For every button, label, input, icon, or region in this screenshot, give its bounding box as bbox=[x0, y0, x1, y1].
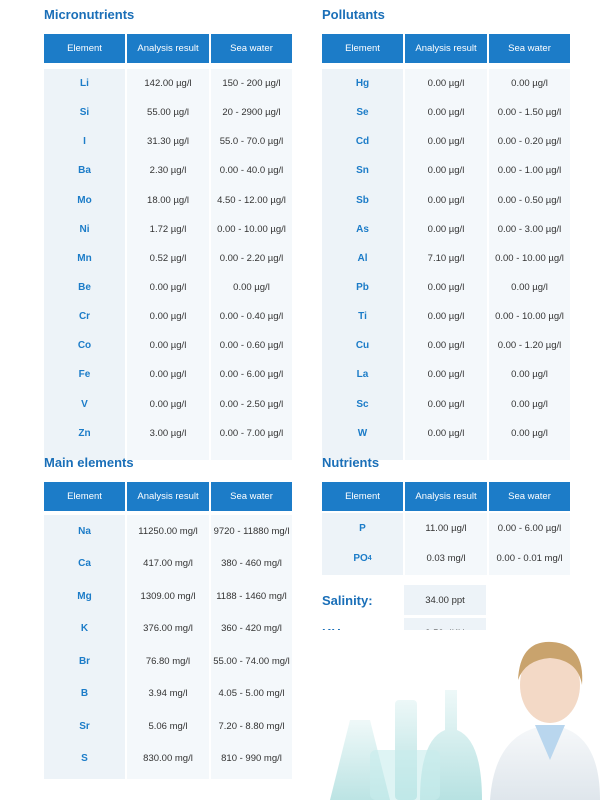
sea-water-cell bbox=[211, 215, 292, 244]
element-text: V bbox=[81, 398, 88, 410]
element-text: Sr bbox=[79, 720, 90, 732]
sea-text: 0.00 - 6.00 µg/l bbox=[497, 522, 562, 534]
result-text: 1.72 µg/l bbox=[149, 223, 187, 235]
micronutrients-section bbox=[44, 6, 292, 466]
analysis-result-cell bbox=[405, 302, 487, 331]
lab-scientist-illustration bbox=[310, 630, 600, 800]
salinity-value: 34.00 ppt bbox=[404, 585, 486, 615]
element-cell bbox=[322, 543, 403, 573]
nutrients-section bbox=[322, 454, 570, 575]
sea-water-cell bbox=[211, 331, 292, 360]
header-sea-water: Sea water bbox=[489, 482, 570, 511]
sea-water-cell bbox=[211, 580, 292, 613]
element-text: Sc bbox=[356, 398, 369, 410]
sea-text: 1188 - 1460 mg/l bbox=[216, 590, 287, 602]
analysis-result-cell bbox=[127, 127, 209, 156]
result-text: 0.00 µg/l bbox=[427, 398, 465, 410]
element-cell bbox=[322, 331, 403, 360]
sea-water-cell bbox=[211, 360, 292, 389]
sea-water-cell bbox=[489, 69, 570, 98]
analysis-result-cell bbox=[127, 515, 209, 548]
header-analysis-result: Analysis result bbox=[127, 482, 209, 511]
sea-water-cell bbox=[211, 710, 292, 743]
analysis-result-cell bbox=[127, 390, 209, 419]
sea-text: 0.00 - 40.0 µg/l bbox=[219, 165, 284, 177]
sea-text: 0.00 - 3.00 µg/l bbox=[497, 223, 562, 235]
element-cell bbox=[44, 613, 125, 646]
element-cell bbox=[44, 273, 125, 302]
element-cell bbox=[322, 302, 403, 331]
analysis-result-cell bbox=[405, 156, 487, 185]
analysis-result-cell bbox=[405, 273, 487, 302]
element-cell bbox=[322, 215, 403, 244]
sea-water-cell bbox=[489, 127, 570, 156]
header-element: Element bbox=[322, 34, 403, 63]
element-text: Li bbox=[80, 78, 89, 90]
analysis-result-cell bbox=[405, 390, 487, 419]
result-text: 0.00 µg/l bbox=[149, 340, 187, 352]
result-text: 18.00 µg/l bbox=[147, 194, 189, 206]
header-element: Element bbox=[44, 482, 125, 511]
element-cell bbox=[44, 244, 125, 273]
element-cell bbox=[322, 186, 403, 215]
sea-text: 9720 - 11880 mg/l bbox=[213, 525, 290, 537]
element-text: Sb bbox=[356, 194, 369, 206]
result-text: 0.00 µg/l bbox=[427, 136, 465, 148]
table-body bbox=[44, 511, 292, 779]
result-text: 11.00 µg/l bbox=[425, 522, 467, 534]
analysis-result-cell bbox=[127, 156, 209, 185]
sea-text: 0.00 - 10.00 µg/l bbox=[495, 311, 564, 323]
sea-water-cell bbox=[489, 513, 570, 543]
result-text: 11250.00 mg/l bbox=[138, 525, 198, 537]
salinity-label: Salinity: bbox=[322, 592, 373, 608]
sea-text: 150 - 200 µg/l bbox=[222, 78, 281, 90]
analysis-result-cell bbox=[127, 710, 209, 743]
element-cell bbox=[44, 331, 125, 360]
analysis-result-cell bbox=[127, 244, 209, 273]
sea-text: 0.00 - 0.50 µg/l bbox=[497, 194, 562, 206]
element-cell bbox=[44, 743, 125, 776]
sea-water-cell bbox=[211, 156, 292, 185]
sea-water-cell bbox=[489, 215, 570, 244]
element-cell bbox=[322, 513, 403, 543]
result-text: 3.00 µg/l bbox=[149, 427, 187, 439]
sea-text: 0.00 - 7.00 µg/l bbox=[219, 427, 284, 439]
sea-text: 55.0 - 70.0 µg/l bbox=[219, 136, 284, 148]
sea-text: 0.00 - 2.20 µg/l bbox=[219, 252, 284, 264]
element-subscript: 4 bbox=[367, 554, 372, 562]
analysis-result-cell bbox=[127, 580, 209, 613]
result-text: 0.00 µg/l bbox=[427, 427, 465, 439]
element-cell bbox=[322, 360, 403, 389]
header-analysis-result: Analysis result bbox=[127, 34, 209, 63]
result-text: 0.00 µg/l bbox=[149, 398, 187, 410]
element-text: Fe bbox=[78, 369, 91, 381]
sea-text: 0.00 µg/l bbox=[233, 282, 270, 294]
result-text: 5.06 mg/l bbox=[148, 720, 188, 732]
result-text: 0.00 µg/l bbox=[427, 223, 465, 235]
element-text: Sn bbox=[356, 165, 369, 177]
sea-water-cell bbox=[211, 186, 292, 215]
sea-text: 0.00 - 0.60 µg/l bbox=[219, 340, 284, 352]
element-text: Mg bbox=[77, 590, 92, 602]
sea-water-cell bbox=[489, 360, 570, 389]
result-text: 0.52 µg/l bbox=[149, 252, 187, 264]
element-cell bbox=[44, 645, 125, 678]
analysis-result-cell bbox=[405, 127, 487, 156]
element-text: Ti bbox=[358, 311, 367, 323]
sea-water-cell bbox=[489, 156, 570, 185]
sea-water-cell bbox=[489, 244, 570, 273]
element-text: Si bbox=[79, 107, 90, 119]
result-text: 142.00 µg/l bbox=[144, 78, 192, 90]
result-text: 55.00 µg/l bbox=[147, 107, 189, 119]
element-text: Co bbox=[77, 340, 92, 352]
analysis-result-cell bbox=[127, 69, 209, 98]
sea-water-column bbox=[211, 69, 292, 460]
sea-water-cell bbox=[211, 98, 292, 127]
header-sea-water: Sea water bbox=[211, 482, 292, 511]
analysis-result-cell bbox=[127, 360, 209, 389]
nutrients-title: Nutrients bbox=[322, 455, 380, 470]
analysis-result-cell bbox=[405, 98, 487, 127]
result-text: 0.00 µg/l bbox=[427, 165, 465, 177]
analysis-result-cell bbox=[405, 215, 487, 244]
sea-text: 0.00 - 10.00 µg/l bbox=[217, 223, 286, 235]
analysis-result-column bbox=[127, 69, 209, 460]
header-analysis-result: Analysis result bbox=[405, 482, 487, 511]
element-text: W bbox=[357, 427, 368, 439]
result-text: 7.10 µg/l bbox=[427, 252, 465, 264]
element-text: Al bbox=[357, 252, 368, 264]
analysis-result-cell bbox=[405, 419, 487, 448]
result-text: 0.00 µg/l bbox=[427, 340, 465, 352]
analysis-result-cell bbox=[127, 419, 209, 448]
sea-water-cell bbox=[489, 273, 570, 302]
sea-water-cell bbox=[211, 273, 292, 302]
salinity-row bbox=[322, 585, 486, 615]
result-text: 76.80 mg/l bbox=[145, 655, 191, 667]
analysis-result-cell bbox=[127, 186, 209, 215]
element-cell bbox=[44, 580, 125, 613]
element-cell bbox=[322, 98, 403, 127]
sea-water-cell bbox=[489, 419, 570, 448]
analysis-result-cell bbox=[127, 613, 209, 646]
element-cell bbox=[322, 419, 403, 448]
element-text: Ba bbox=[78, 165, 91, 177]
element-text: S bbox=[81, 753, 88, 765]
analysis-result-column bbox=[405, 513, 487, 575]
sea-water-cell bbox=[211, 302, 292, 331]
table-header bbox=[322, 34, 570, 63]
element-cell bbox=[44, 186, 125, 215]
element-cell bbox=[44, 156, 125, 185]
element-text: Cu bbox=[355, 340, 370, 352]
pollutants-section bbox=[322, 6, 570, 466]
table-body bbox=[44, 63, 292, 466]
sea-water-cell bbox=[489, 390, 570, 419]
element-text: K bbox=[80, 623, 89, 635]
element-cell bbox=[44, 127, 125, 156]
sea-water-cell bbox=[211, 678, 292, 711]
element-column bbox=[44, 69, 125, 460]
sea-water-column bbox=[489, 513, 570, 575]
table-body bbox=[322, 63, 570, 466]
header-analysis-result: Analysis result bbox=[405, 34, 487, 63]
element-cell bbox=[44, 515, 125, 548]
element-cell bbox=[44, 69, 125, 98]
element-text: As bbox=[356, 223, 369, 235]
sea-water-cell bbox=[489, 98, 570, 127]
element-column bbox=[322, 69, 403, 460]
analysis-result-cell bbox=[127, 548, 209, 581]
table-header bbox=[322, 482, 570, 511]
main-elements-section bbox=[44, 454, 292, 779]
analysis-result-cell bbox=[405, 69, 487, 98]
element-text: I bbox=[83, 136, 86, 148]
sea-water-cell bbox=[211, 515, 292, 548]
sea-text: 0.00 - 6.00 µg/l bbox=[219, 369, 284, 381]
element-cell bbox=[322, 273, 403, 302]
element-text: PO bbox=[353, 552, 368, 564]
result-text: 0.00 µg/l bbox=[149, 369, 187, 381]
sea-water-cell bbox=[211, 127, 292, 156]
result-text: 0.03 mg/l bbox=[426, 552, 466, 564]
element-column bbox=[322, 513, 403, 575]
element-text: Be bbox=[78, 282, 91, 294]
sea-water-cell bbox=[211, 390, 292, 419]
header-element: Element bbox=[44, 34, 125, 63]
element-cell bbox=[44, 548, 125, 581]
result-text: 1309.00 mg/l bbox=[140, 590, 196, 602]
analysis-result-cell bbox=[405, 331, 487, 360]
sea-water-column bbox=[489, 69, 570, 460]
element-text: Ni bbox=[79, 223, 90, 235]
sea-text: 0.00 - 1.00 µg/l bbox=[497, 165, 562, 177]
sea-water-cell bbox=[489, 186, 570, 215]
element-text: Br bbox=[78, 655, 91, 667]
result-text: 830.00 mg/l bbox=[143, 753, 193, 765]
analysis-result-cell bbox=[127, 98, 209, 127]
result-text: 0.00 µg/l bbox=[149, 282, 187, 294]
analysis-result-cell bbox=[405, 186, 487, 215]
sea-text: 0.00 µg/l bbox=[511, 369, 548, 381]
analysis-result-cell bbox=[127, 331, 209, 360]
lab-glassware-image bbox=[310, 630, 600, 800]
pollutants-title: Pollutants bbox=[322, 7, 385, 22]
element-cell bbox=[44, 678, 125, 711]
result-text: 0.00 µg/l bbox=[427, 282, 465, 294]
sea-text: 380 - 460 mg/l bbox=[221, 558, 282, 570]
result-text: 31.30 µg/l bbox=[147, 136, 189, 148]
analysis-result-cell bbox=[127, 743, 209, 776]
element-text: Mn bbox=[77, 252, 92, 264]
element-cell bbox=[44, 215, 125, 244]
sea-water-cell bbox=[489, 543, 570, 573]
sea-text: 7.20 - 8.80 mg/l bbox=[218, 720, 285, 732]
result-text: 0.00 µg/l bbox=[427, 78, 465, 90]
sea-text: 0.00 µg/l bbox=[511, 427, 548, 439]
sea-text: 0.00 µg/l bbox=[511, 78, 548, 90]
result-text: 0.00 µg/l bbox=[427, 369, 465, 381]
element-text: Cr bbox=[78, 311, 91, 323]
sea-water-cell bbox=[211, 548, 292, 581]
sea-water-cell bbox=[211, 419, 292, 448]
element-cell bbox=[44, 710, 125, 743]
sea-text: 0.00 µg/l bbox=[511, 282, 548, 294]
header-sea-water: Sea water bbox=[489, 34, 570, 63]
sea-text: 0.00 µg/l bbox=[511, 398, 548, 410]
analysis-result-cell bbox=[405, 513, 487, 543]
main-elements-title: Main elements bbox=[44, 455, 134, 470]
analysis-result-cell bbox=[405, 244, 487, 273]
sea-text: 360 - 420 mg/l bbox=[221, 623, 282, 635]
sea-text: 55.00 - 74.00 mg/l bbox=[213, 655, 290, 667]
element-cell bbox=[44, 390, 125, 419]
sea-water-column bbox=[211, 515, 292, 779]
element-cell bbox=[322, 69, 403, 98]
element-text: P bbox=[359, 522, 366, 534]
sea-text: 4.05 - 5.00 mg/l bbox=[218, 688, 285, 700]
result-text: 0.00 µg/l bbox=[427, 107, 465, 119]
analysis-result-cell bbox=[127, 678, 209, 711]
element-cell bbox=[322, 127, 403, 156]
sea-water-cell bbox=[211, 244, 292, 273]
element-text: B bbox=[80, 688, 89, 700]
element-cell bbox=[322, 390, 403, 419]
analysis-result-cell bbox=[127, 215, 209, 244]
result-text: 417.00 mg/l bbox=[143, 558, 193, 570]
sea-water-cell bbox=[211, 613, 292, 646]
sea-water-cell bbox=[211, 69, 292, 98]
analysis-result-cell bbox=[405, 543, 487, 573]
header-element: Element bbox=[322, 482, 403, 511]
sea-water-cell bbox=[489, 331, 570, 360]
result-text: 3.94 mg/l bbox=[148, 688, 188, 700]
element-text: Ca bbox=[78, 558, 91, 570]
element-text: Pb bbox=[356, 282, 369, 294]
element-cell bbox=[322, 244, 403, 273]
sea-text: 0.00 - 10.00 µg/l bbox=[495, 252, 564, 264]
sea-water-cell bbox=[211, 645, 292, 678]
element-text: Zn bbox=[78, 427, 91, 439]
sea-text: 20 - 2900 µg/l bbox=[222, 107, 281, 119]
element-text: Cd bbox=[355, 136, 370, 148]
sea-text: 0.00 - 1.50 µg/l bbox=[497, 107, 562, 119]
sea-text: 4.50 - 12.00 µg/l bbox=[217, 194, 286, 206]
result-text: 376.00 mg/l bbox=[143, 623, 193, 635]
element-cell bbox=[44, 419, 125, 448]
analysis-result-cell bbox=[127, 273, 209, 302]
micronutrients-title: Micronutrients bbox=[44, 7, 135, 22]
table-header bbox=[44, 482, 292, 511]
sea-text: 810 - 990 mg/l bbox=[221, 753, 282, 765]
analysis-result-column bbox=[405, 69, 487, 460]
element-cell bbox=[44, 98, 125, 127]
element-cell bbox=[44, 302, 125, 331]
element-text: Hg bbox=[355, 78, 370, 90]
sea-water-cell bbox=[489, 302, 570, 331]
element-text: La bbox=[356, 369, 369, 381]
element-column bbox=[44, 515, 125, 779]
sea-text: 0.00 - 2.50 µg/l bbox=[219, 398, 284, 410]
element-text: Mo bbox=[77, 194, 92, 206]
element-text: Se bbox=[356, 107, 369, 119]
sea-text: 0.00 - 0.20 µg/l bbox=[497, 136, 562, 148]
element-cell bbox=[44, 360, 125, 389]
table-header bbox=[44, 34, 292, 63]
sea-text: 0.00 - 0.01 mg/l bbox=[496, 552, 563, 564]
result-text: 0.00 µg/l bbox=[427, 194, 465, 206]
result-text: 0.00 µg/l bbox=[149, 311, 187, 323]
result-text: 2.30 µg/l bbox=[149, 165, 187, 177]
result-text: 0.00 µg/l bbox=[427, 311, 465, 323]
sea-water-cell bbox=[211, 743, 292, 776]
analysis-result-cell bbox=[405, 360, 487, 389]
analysis-result-cell bbox=[127, 645, 209, 678]
element-text: Na bbox=[78, 525, 91, 537]
element-cell bbox=[322, 156, 403, 185]
sea-text: 0.00 - 0.40 µg/l bbox=[219, 311, 284, 323]
analysis-result-column bbox=[127, 515, 209, 779]
header-sea-water: Sea water bbox=[211, 34, 292, 63]
analysis-result-cell bbox=[127, 302, 209, 331]
table-body bbox=[322, 511, 570, 575]
sea-text: 0.00 - 1.20 µg/l bbox=[497, 340, 562, 352]
